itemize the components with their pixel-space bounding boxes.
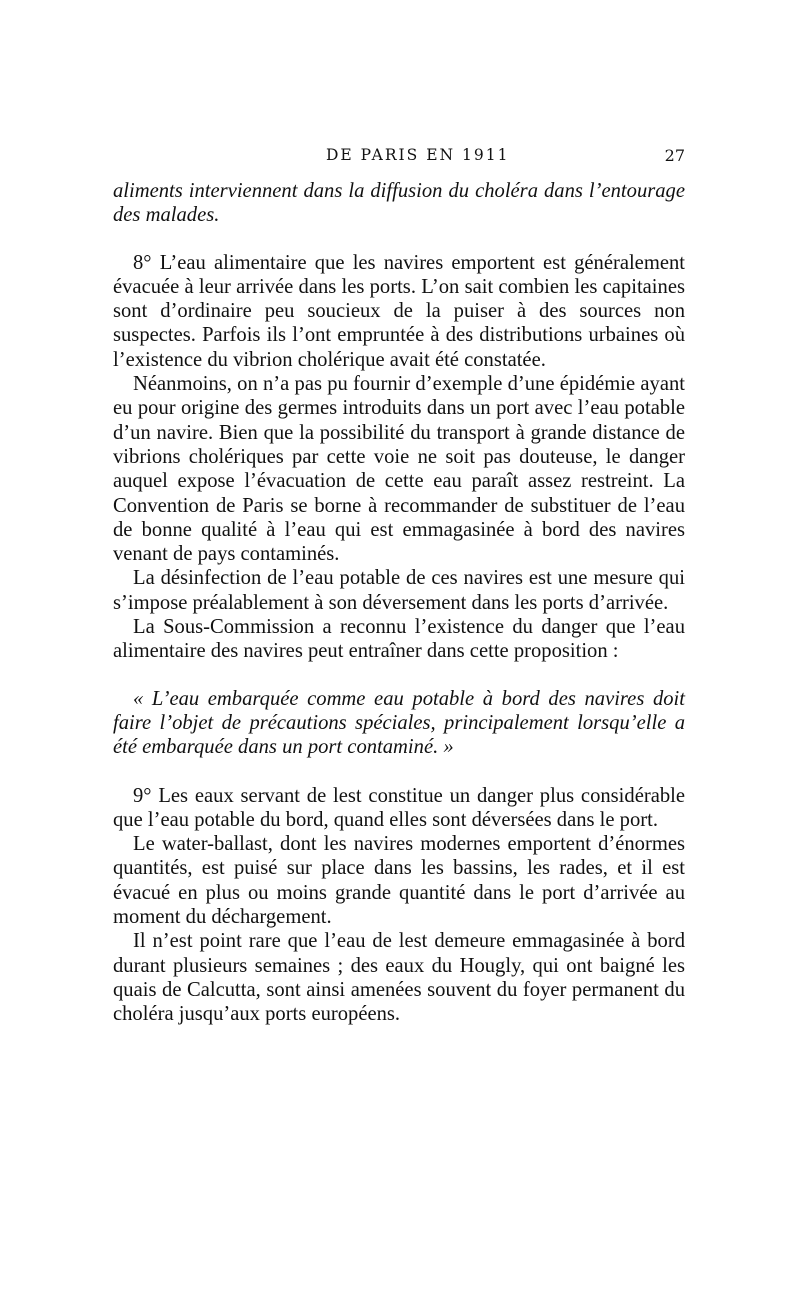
paragraph: Néanmoins, on n’a pas pu fournir d’exemple d’une épidémie ayant eu pour origine des germes introduits dans un port avec l’eau potable d’un navire. Bien que la possibilité du transport à grande distance de vibrions cholériques par cette voie ne soit pas douteuse, le danger auquel expose l’évacuation de cette eau paraît assez restreint. La Convention de Paris se borne à recommander de substituer de l’eau de bonne qualité à l’eau qui est emmagasinée à bord des navires venant de pays contaminés.: [113, 373, 685, 566]
running-title: DE PARIS EN 1911: [326, 146, 510, 164]
running-header: [113, 146, 685, 170]
paragraph: Le water-ballast, dont les navires modernes emportent d’énormes quantités, est puisé sur place dans les bassins, les rades, et il est évacué en plus ou moins grande quantité dans le port d’arrivée au moment du déchargement.: [113, 833, 685, 929]
paragraph-point-9: 9° Les eaux servant de lest constitue un danger plus considérable que l’eau potable du bord, quand elles sont déversées dans le port.: [113, 784, 685, 831]
page-number: 27: [664, 146, 685, 165]
paragraph: Il n’est point rare que l’eau de lest demeure emmagasinée à bord durant plusieurs semaines ; des eaux du Hougly, qui ont baigné les quais de Calcutta, sont ainsi amenées souvent du foyer permanent du choléra jusqu’aux ports européens.: [113, 930, 685, 1026]
page-body: [113, 179, 685, 1027]
paragraph-point-8: 8° L’eau alimentaire que les navires emportent est généralement évacuée à leur arrivée dans les ports. L’on sait combien les capitaines sont d’ordinaire peu soucieux de la puiser à des sources non suspectes. Parfois ils l’ont empruntée à des distributions urbaines où l’existence du vibrion cholérique avait été constatée.: [113, 251, 685, 371]
quoted-proposition: « L’eau embarquée comme eau potable à bord des navires doit faire l’objet de précautions spéciales, principalement lorsqu’elle a été embarquée dans un port contaminé. »: [113, 687, 685, 759]
paragraph-continuation: aliments interviennent dans la diffusion du choléra dans l’entourage des malades.: [113, 180, 685, 227]
paragraph: La Sous-Commission a reconnu l’existence du danger que l’eau alimentaire des navires peut entraîner dans cette proposition :: [113, 616, 685, 663]
paragraph: La désinfection de l’eau potable de ces navires est une mesure qui s’impose préalablement à son déversement dans les ports d’arrivée.: [113, 567, 685, 614]
